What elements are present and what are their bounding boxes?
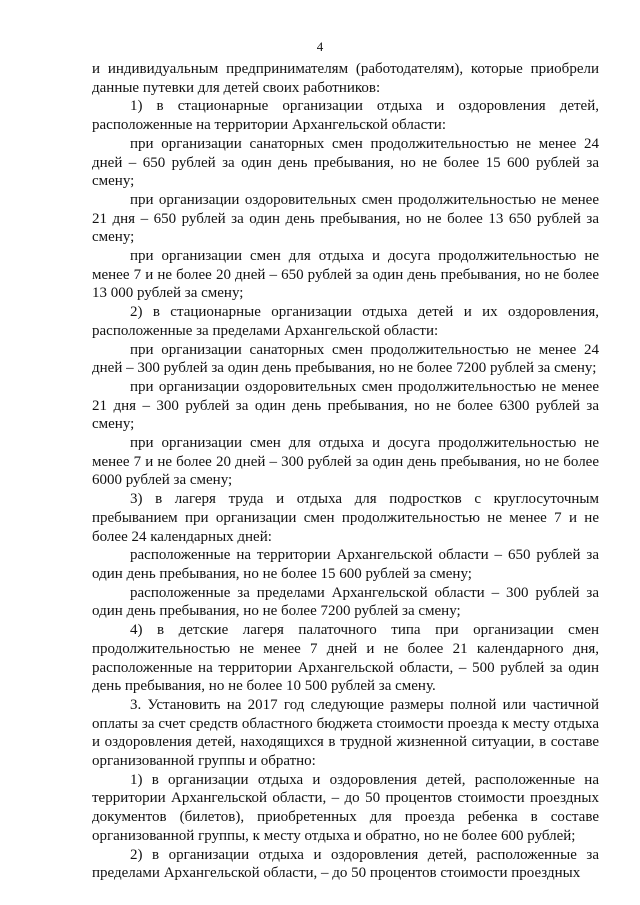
paragraph: расположенные за пределами Архангельской области – 300 рублей за один день пребывания, но не более 7200 рублей за смену;: [92, 584, 599, 620]
paragraph: расположенные на территории Архангельской области – 650 рублей за один день пребывания, но не более 15 600 рублей за смену;: [92, 547, 599, 582]
paragraph: 2) в организации отдыха и оздоровления детей, расположенные за пределами Архангельской области, – до 50 процентов стоимости проездных: [92, 846, 599, 882]
paragraph: 1) в организации отдыха и оздоровления детей, расположенные на территории Архангельской области, – до 50 процентов стоимости проездных документов (билетов), приобретенных для проезда ребенка в составе организованной группы, к месту отдыха и обратно, но не более 600 рублей;: [92, 771, 599, 844]
paragraph: 3) в лагеря труда и отдыха для подростков с круглосуточным пребыванием при организации смен продолжительностью не менее 7 и не более 24 календарных дней:: [92, 491, 599, 545]
paragraph: при организации оздоровительных смен продолжительностью не менее 21 дня – 300 рублей за один день пребывания, но не более 6300 рублей за смену;: [92, 378, 599, 433]
paragraph: при организации санаторных смен продолжительностью не менее 24 дней – 300 рублей за один день пребывания, но не более 7200 рублей за смену;: [92, 341, 599, 377]
paragraph: 2) в стационарные организации отдыха детей и их оздоровления, расположенные за пределами Архангельской области:: [92, 304, 599, 339]
paragraph: при организации смен для отдыха и досуга продолжительностью не менее 7 и не более 20 дней – 650 рублей за один день пребывания, но не более 13 000 рублей за смену;: [92, 248, 599, 302]
document-body: [92, 60, 599, 883]
paragraph: 4) в детские лагеря палаточного типа при организации смен продолжительностью не менее 7 дней и не более 21 календарного дня, расположенные на территории Архангельской области, – 500 рублей за один день пребывания, но не более 10 500 рублей за смену.: [92, 622, 599, 695]
paragraph: 3. Установить на 2017 год следующие размеры полной или частичной оплаты за счет средств областного бюджета стоимости проезда к месту отдыха и оздоровления детей, находящихся в трудной жизненной ситуации, в составе организованной группы и обратно:: [92, 696, 599, 770]
paragraph: 1) в стационарные организации отдыха и оздоровления детей, расположенные на территории Архангельской области:: [92, 98, 599, 134]
paragraph: при организации смен для отдыха и досуга продолжительностью не менее 7 и не более 20 дней – 300 рублей за один день пребывания, но не более 6000 рублей за смену;: [92, 435, 599, 489]
page-number: 4: [316, 39, 324, 54]
paragraph: и индивидуальным предпринимателям (работодателям), которые приобрели данные путевки для детей своих работников:: [92, 61, 599, 96]
paragraph: при организации оздоровительных смен продолжительностью не менее 21 дня – 650 рублей за один день пребывания, но не более 13 650 рублей за смену;: [92, 191, 599, 246]
paragraph: при организации санаторных смен продолжительностью не менее 24 дней – 650 рублей за один день пребывания, но не более 15 600 рублей за смену;: [92, 135, 599, 190]
